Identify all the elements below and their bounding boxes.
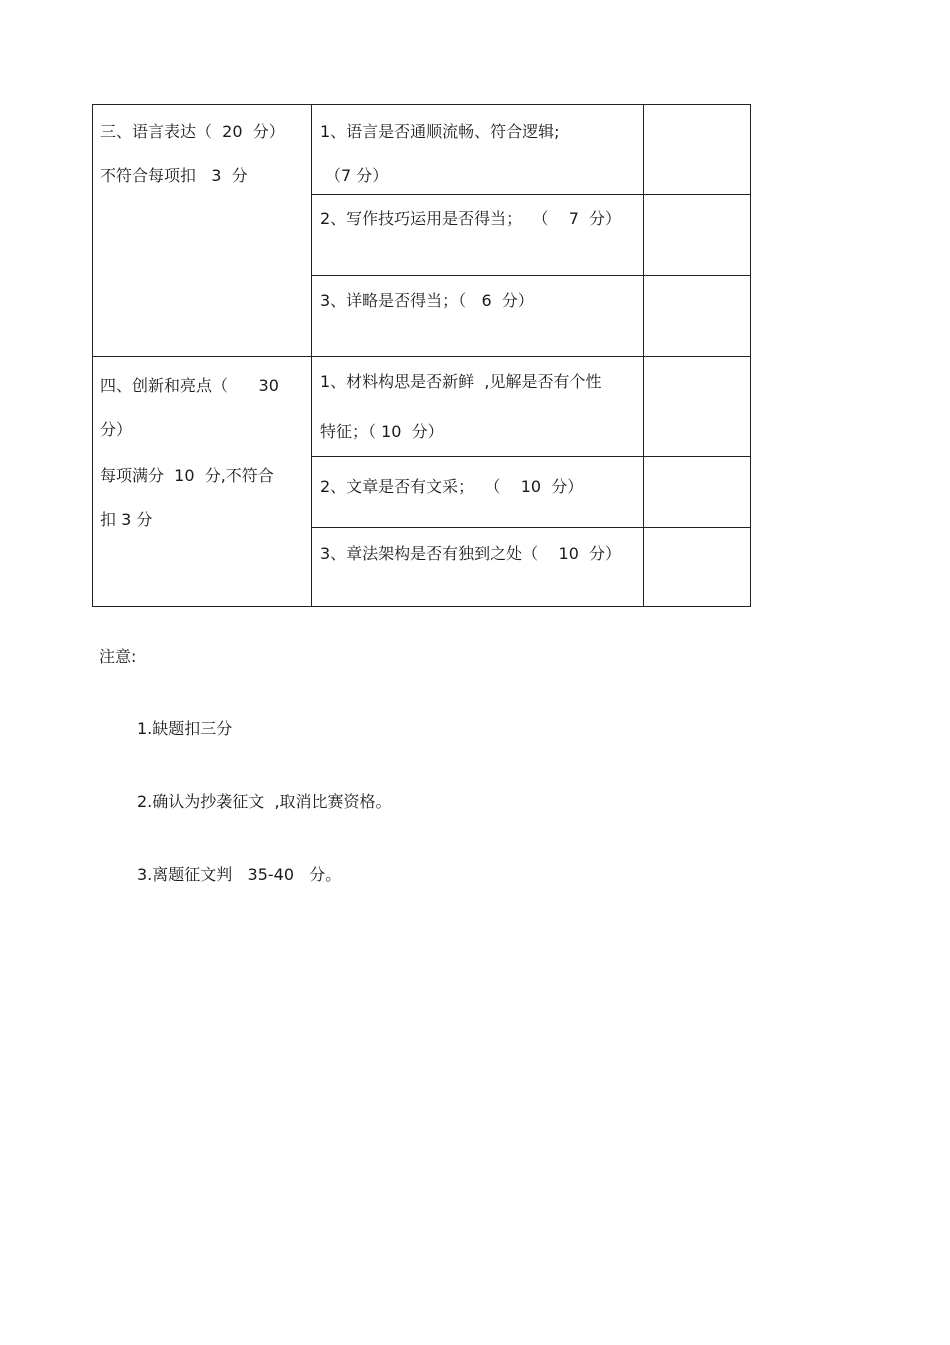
section4-item-1-cont: 特征；（ 10 分） <box>320 422 444 441</box>
section4-item-3: 3、章法架构是否有独到之处（ 10 分） <box>320 544 622 563</box>
section3-item-1: 1、语言是否通顺流畅、符合逻辑; <box>320 122 560 141</box>
note-item: 1.缺题扣三分 <box>137 719 233 738</box>
notes-title: 注意: <box>99 647 137 666</box>
note-item: 3.离题征文判 35-40 分。 <box>137 865 342 884</box>
section3-item-2: 2、写作技巧运用是否得当； （ 7 分） <box>320 209 622 228</box>
section3-heading: 三、语言表达（ 20 分） <box>100 122 285 141</box>
scoring-table <box>92 104 751 607</box>
section3-item-3: 3、详略是否得当；（ 6 分） <box>320 291 534 310</box>
section4-scoring-note: 每项满分 10 分,不符合 <box>100 466 274 485</box>
section4-item-2: 2、文章是否有文采； （ 10 分） <box>320 477 584 496</box>
row-divider <box>311 456 750 457</box>
section3-deduction-note: 不符合每项扣 3 分 <box>100 166 248 185</box>
row-divider <box>311 275 750 276</box>
row-divider <box>311 527 750 528</box>
section4-heading-cont: 分） <box>100 420 133 439</box>
section4-scoring-note-cont: 扣 3 分 <box>100 510 153 529</box>
section3-item-1-points: （7 分） <box>325 166 389 185</box>
note-item: 2.确认为抄袭征文 ,取消比赛资格。 <box>137 792 392 811</box>
row-divider <box>311 194 750 195</box>
section4-item-1: 1、材料构思是否新鲜 ,见解是否有个性 <box>320 372 602 391</box>
section-divider <box>93 356 750 357</box>
section4-heading: 四、创新和亮点（ 30 <box>100 376 279 395</box>
